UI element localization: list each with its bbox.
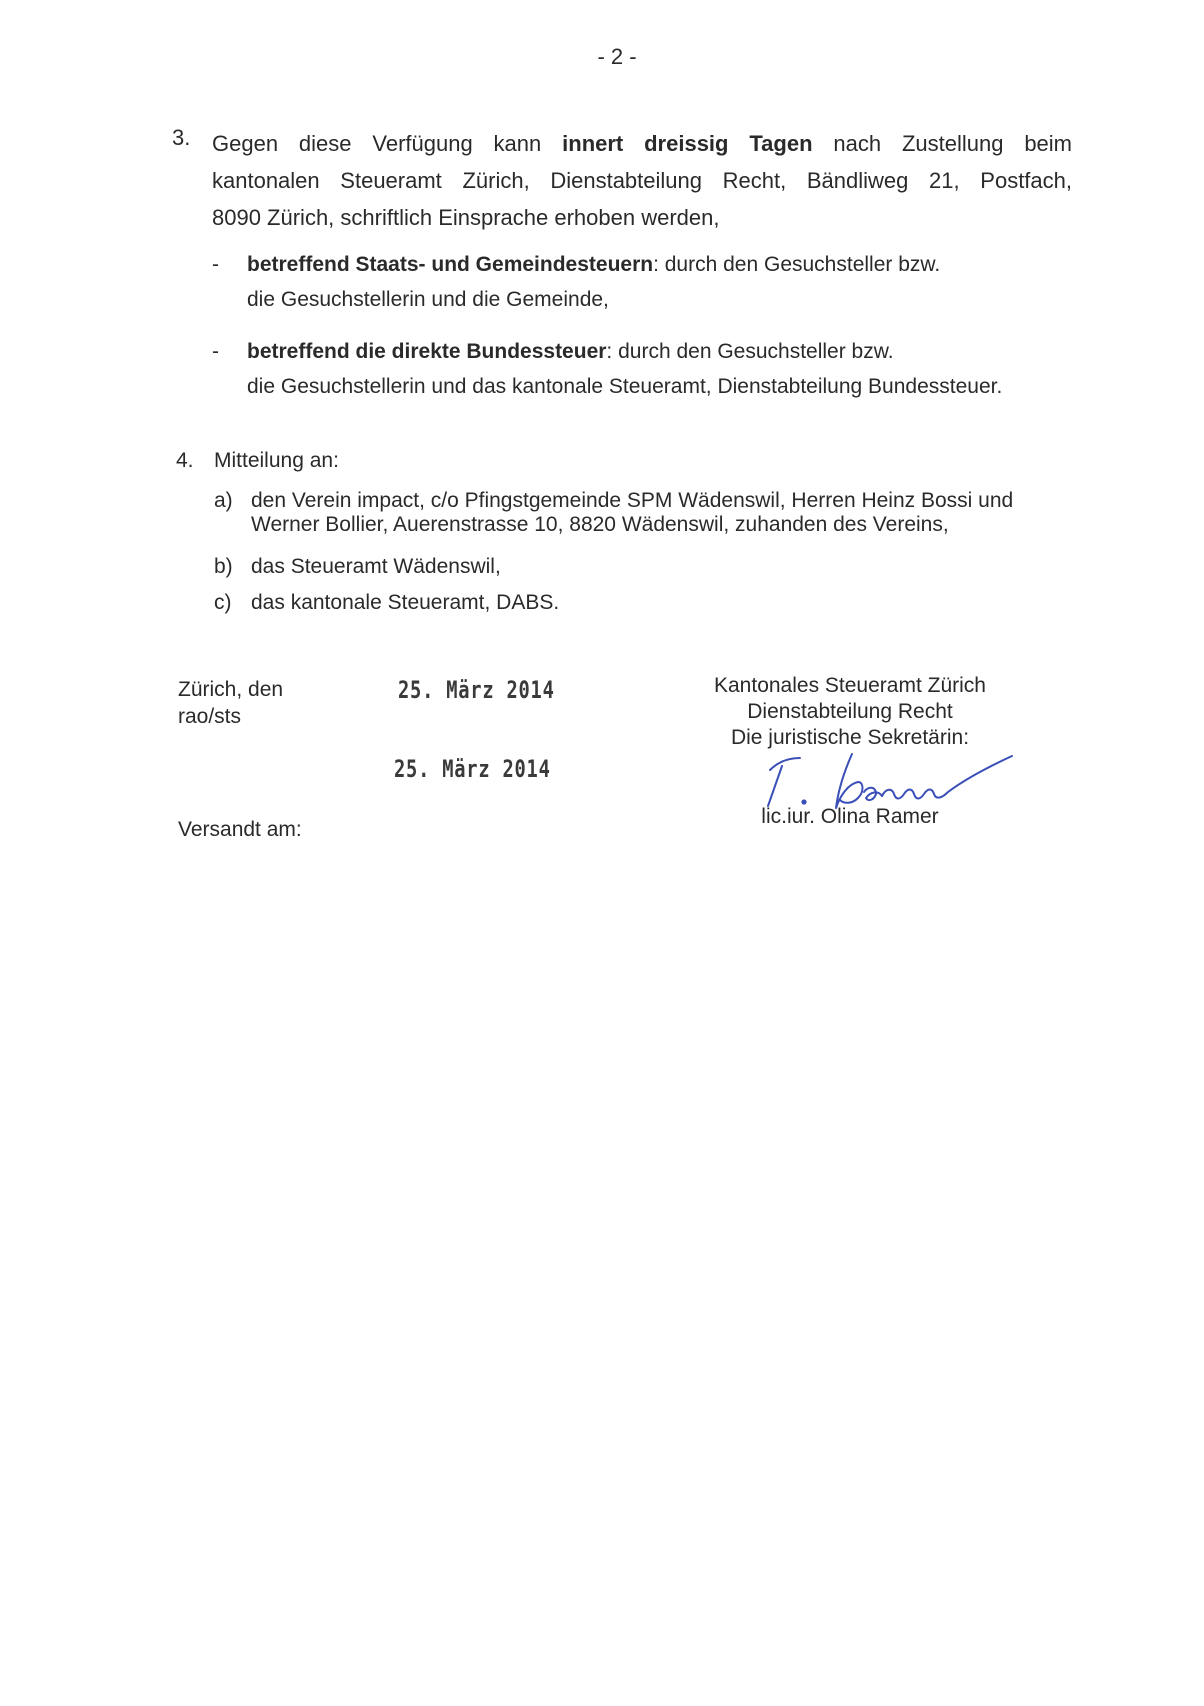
text-run: nach Zustellung beim — [812, 131, 1073, 156]
sub-item-line-1 — [247, 247, 1067, 282]
recipient-text: das kantonale Steueramt, DABS. — [251, 591, 560, 614]
section-4-label: Mitteilung an: — [214, 449, 339, 472]
bold-heading: betreffend die direkte Bundessteuer — [247, 340, 607, 363]
section-3-line-2: kantonalen Steueramt Zürich, Dienstabteilung Recht, Bändliweg 21, Postfach, — [212, 168, 1072, 193]
list-marker: a) — [214, 489, 233, 512]
section-3-text — [212, 125, 1072, 236]
signature-stroke — [864, 788, 882, 800]
signature-stroke — [882, 756, 1012, 799]
date-stamp-issued: 25. März 2014 — [398, 676, 555, 704]
sub-item-line-2: die Gesuchstellerin und das kantonale Steueramt, Dienstabteilung Bundessteuer. — [247, 375, 1003, 398]
text-run: Gegen diese Verfügung kann — [212, 131, 563, 156]
reference-code: rao/sts — [178, 705, 242, 728]
office-name: Kantonales Steueramt Zürich — [714, 674, 986, 697]
text-run: : durch den Gesuchsteller bzw. — [606, 340, 894, 363]
dash-bullet: - — [212, 340, 219, 363]
signature-stroke — [768, 766, 782, 806]
place-date-label: Zürich, den — [178, 678, 284, 701]
issuing-office — [695, 673, 1005, 751]
sub-item-body — [247, 334, 1067, 404]
bold-deadline: innert dreissig Tagen — [562, 131, 813, 156]
section-3-line-1 — [212, 125, 1072, 162]
sub-item-line-1 — [247, 334, 1067, 369]
sub-item-line-2: die Gesuchstellerin und die Gemeinde, — [247, 288, 609, 311]
office-department: Dienstabteilung Recht — [747, 700, 953, 723]
sub-item-body — [247, 247, 1067, 317]
signature-stroke — [836, 754, 863, 808]
recipient-text — [251, 489, 1081, 537]
sent-label: Versandt am: — [178, 818, 302, 841]
recipient-line-1: den Verein impact, c/o Pfingstgemeinde SPM Wädenswil, Herren Heinz Bossi und — [251, 489, 1014, 512]
section-number: 4. — [176, 449, 194, 472]
office-role: Die juristische Sekretärin: — [730, 726, 970, 749]
section-3-line-3: 8090 Zürich, schriftlich Einsprache erhoben werden, — [212, 205, 720, 230]
bold-heading: betreffend Staats- und Gemeindesteuern — [247, 253, 654, 276]
page-number: - 2 - — [597, 44, 637, 69]
section-number: 3. — [172, 125, 191, 150]
list-marker: c) — [214, 591, 232, 614]
recipient-text: das Steueramt Wädenswil, — [251, 555, 501, 578]
date-stamp-sent: 25. März 2014 — [394, 755, 551, 783]
signature-stroke — [770, 758, 800, 770]
signer-name: lic.iur. Olina Ramer — [761, 805, 939, 828]
list-marker: b) — [214, 555, 233, 578]
text-run: : durch den Gesuchsteller bzw. — [653, 253, 941, 276]
recipient-line-2: Werner Bollier, Auerenstrasse 10, 8820 Wädenswil, zuhanden des Vereins, — [251, 513, 949, 536]
dash-bullet: - — [212, 253, 219, 276]
